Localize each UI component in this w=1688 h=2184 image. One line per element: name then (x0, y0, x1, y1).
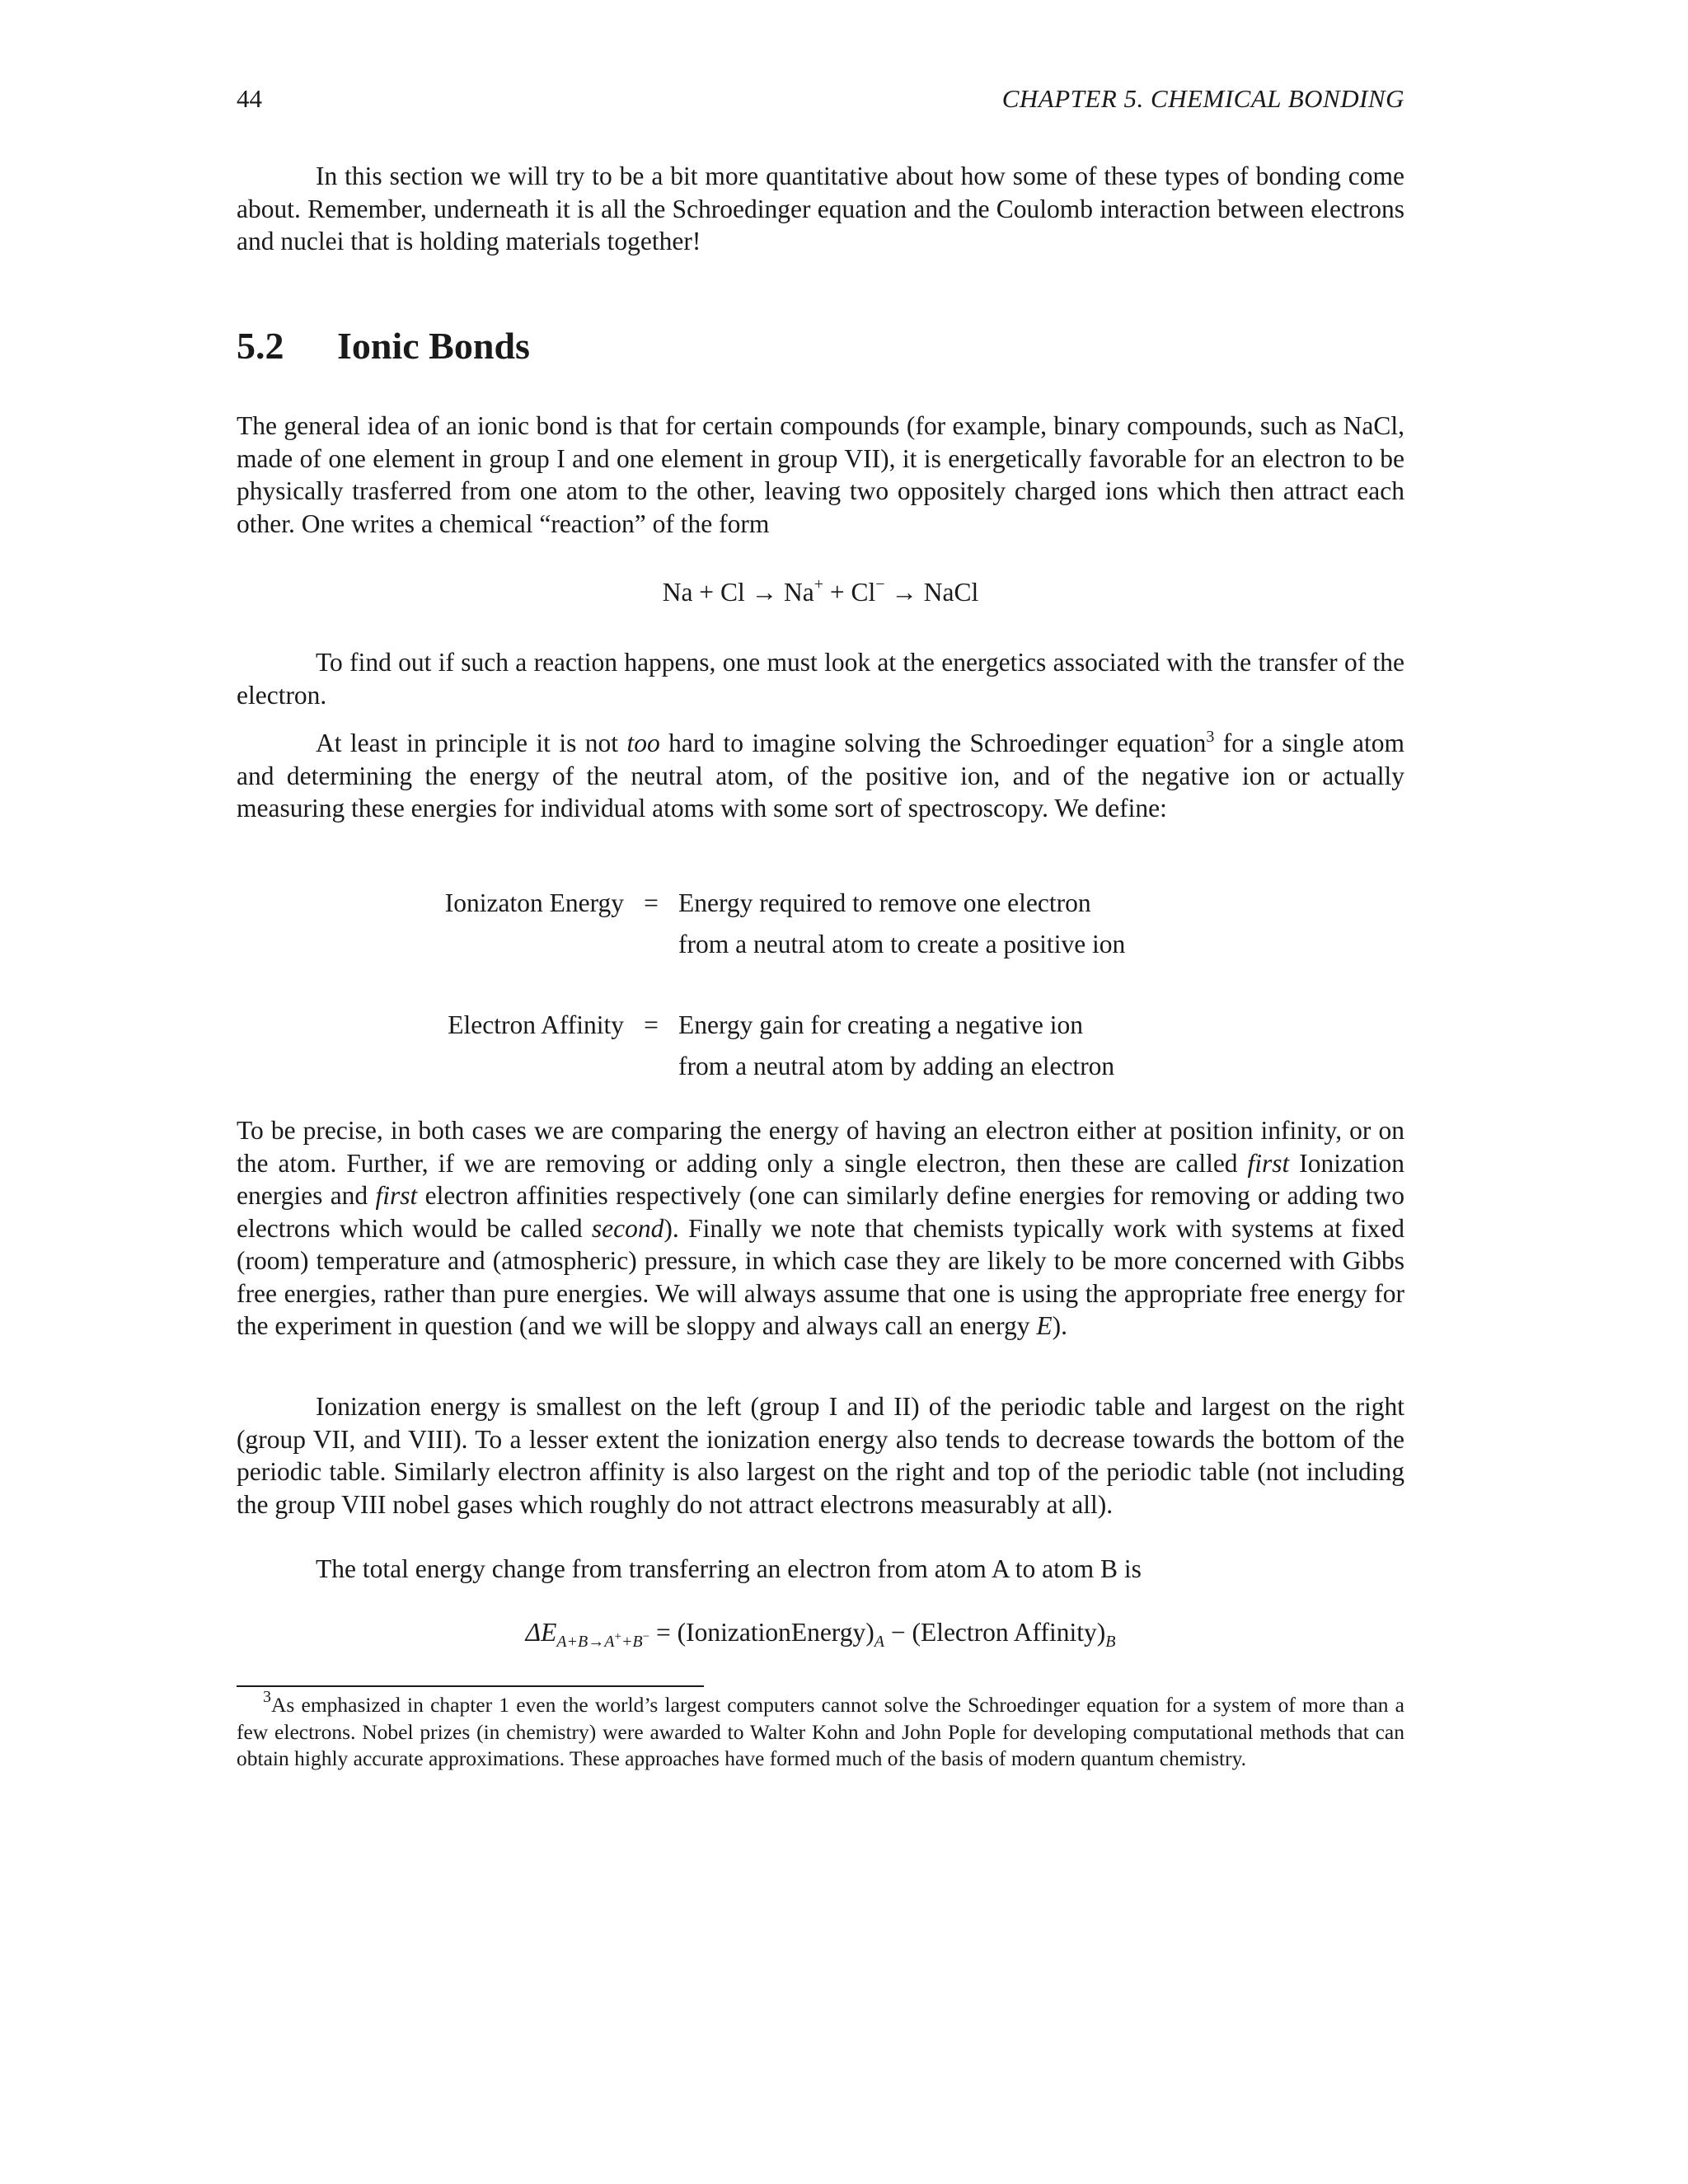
energy-rhs-sub-a: A (874, 1633, 884, 1651)
definitions-block (237, 883, 1404, 1127)
precise-emphasis-4: E (1036, 1311, 1053, 1340)
precise-emphasis-1: first (1247, 1148, 1290, 1178)
definition-electron-affinity (237, 1005, 1404, 1087)
paragraph-energetics: To find out if such a reaction happens, one must look at the energetics associated with the transfer of the electron. (237, 648, 1404, 710)
reaction-sup-plus: + (814, 575, 823, 593)
definition-equals: = (644, 1010, 659, 1039)
footnote-marker: 3 (1206, 728, 1215, 746)
precise-text-2: Ionization energies and (237, 1148, 1404, 1210)
precise-text-3: electron affinities respectively (one can similarly define energies for removing or adding two electrons which would be called (237, 1181, 1404, 1243)
paragraph-principle (237, 727, 1404, 825)
reaction-sup-minus: − (875, 575, 885, 593)
paragraph-ionic-bond: The general idea of an ionic bond is that for certain compounds (for example, binary compounds, such as NaCl, made of one element in group I and one element in group VII), it is energetically favorable for an electron to be physically trasferred from one atom to the other, leaving two oppositely charged ions which then attract each other. One writes a chemical “reaction” of the form (237, 411, 1404, 538)
definition-term: Ionizaton Energy (444, 888, 624, 917)
energy-sub-a: A+B→A (556, 1633, 615, 1651)
precise-text-5: ). (1052, 1311, 1068, 1340)
energy-equation (237, 1616, 1404, 1649)
energy-delta: ΔE (525, 1618, 557, 1647)
reaction-middle: + Cl (823, 578, 876, 607)
paragraph-trends: Ionization energy is smallest on the left (group I and II) of the periodic table and largest on the right (group VII, and VIII). To a lesser extent the ionization energy also tends to decrease towards the bottom of the periodic table. Similarly electron affinity is also largest on the right and top of the periodic table (not including the group VIII nobel gases which roughly do not attract electrons measurably at all). (237, 1392, 1404, 1519)
precise-emphasis-2: first (375, 1181, 418, 1210)
footnote-number: 3 (263, 1688, 271, 1706)
definition-value (678, 883, 1404, 965)
precise-emphasis-3: second (591, 1213, 664, 1243)
paragraph-precise (237, 1114, 1404, 1343)
reaction-right: → NaCl (884, 578, 979, 607)
principle-text-2: hard to imagine solving the Schroedinger equation (659, 729, 1207, 757)
energy-rhs-affinity: − (Electron Affinity) (884, 1618, 1106, 1647)
definition-line-1: Energy gain for creating a negative ion (678, 1010, 1083, 1039)
definition-term: Electron Affinity (448, 1010, 624, 1039)
principle-text-3: for a single atom and determining the energy of the neutral atom, of the positive ion, and of the negative ion or actually measuring these energies for individual atoms with some sort of spectroscopy. We define: (237, 729, 1404, 823)
energy-rhs-sub-b: B (1105, 1633, 1116, 1651)
precise-text-1: To be precise, in both cases we are comparing the energy of having an electron either at position infinity, or on the atom. Further, if we are removing or adding only a single electron, then these are called (237, 1116, 1404, 1178)
section-title: Ionic Bonds (337, 325, 530, 367)
footnote (237, 1688, 1404, 1773)
footnote-divider (237, 1685, 704, 1687)
energy-sub-minus: − (642, 1630, 650, 1643)
principle-text-1: At least in principle it is not (316, 729, 627, 757)
paragraph-total-energy: The total energy change from transferring an electron from atom A to atom B is (316, 1554, 1142, 1583)
energy-sub-b: +B (621, 1633, 643, 1651)
running-header (237, 82, 1404, 115)
definition-line-2: from a neutral atom by adding an electron (678, 1052, 1115, 1080)
precise-text-4: ). Finally we note that chemists typically work with systems at fixed (room) temperature and (atmospheric) pressure, in which case they are likely to be more concerned with Gibbs free energies, rather than pure energies. We will always assume that one is using the appropriate free energy for the experiment in question (and we will be sloppy and always call an energy (237, 1213, 1405, 1340)
page-number: 44 (237, 84, 262, 113)
definition-equals: = (644, 888, 659, 917)
definition-ionization-energy (237, 883, 1404, 965)
reaction-left: Na + Cl → Na (662, 578, 814, 607)
definition-line-2: from a neutral atom to create a positive ion (678, 930, 1126, 958)
section-heading (237, 324, 530, 368)
definition-value (678, 1005, 1404, 1087)
energy-sub-plus: + (614, 1630, 621, 1643)
definition-line-1: Energy required to remove one electron (678, 888, 1091, 917)
energy-subscript (556, 1630, 650, 1651)
principle-emphasis: too (626, 729, 660, 757)
intro-paragraph: In this section we will try to be a bit more quantitative about how some of these types of bonding come about. Remember, underneath it is all the Schroedinger equation and the Coulomb interaction between electrons and nuclei that is holding materials together! (237, 162, 1404, 255)
reaction-equation (237, 576, 1404, 609)
energy-rhs-ionization: = (IonizationEnergy) (649, 1618, 874, 1647)
section-number: 5.2 (237, 325, 284, 367)
footnote-text: As emphasized in chapter 1 even the world’s largest computers cannot solve the Schroedinger equation for a system of more than a few electrons. Nobel prizes (in chemistry) were awarded to Walter Kohn and John Pople for developing computational methods that can obtain highly accurate approximations. These approaches have formed much of the basis of modern quantum chemistry. (237, 1693, 1404, 1770)
chapter-title: CHAPTER 5. CHEMICAL BONDING (1001, 84, 1404, 113)
